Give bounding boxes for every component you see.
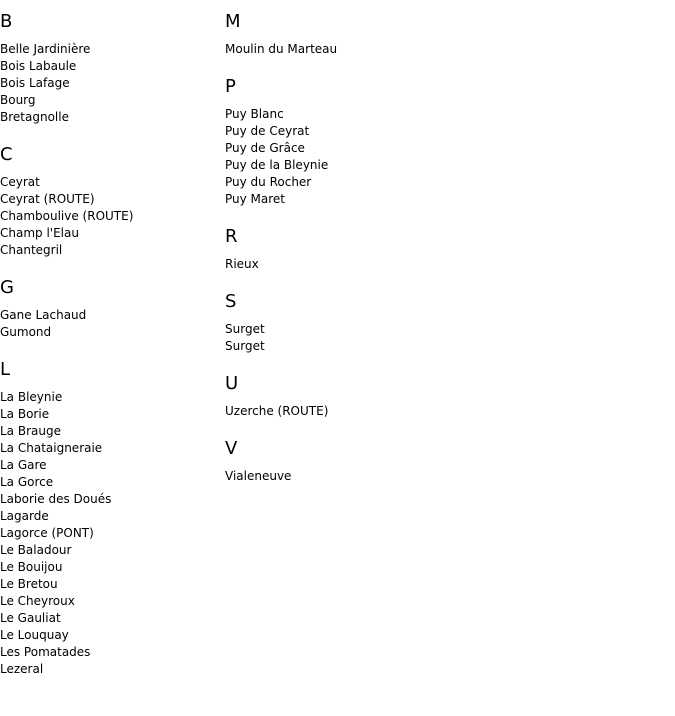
place-link[interactable]: Moulin du Marteau: [225, 42, 338, 56]
place-list: [0, 174, 220, 259]
place-link[interactable]: Ceyrat: [0, 175, 40, 189]
place-link[interactable]: Surget: [225, 322, 265, 336]
letter-heading: L: [0, 359, 11, 380]
place-link[interactable]: Champ l'Elau: [0, 226, 79, 240]
place-list: [225, 321, 445, 355]
place-link[interactable]: Bois Lafage: [0, 76, 70, 90]
place-link[interactable]: Chantegril: [0, 243, 63, 257]
place-link[interactable]: Puy de la Bleynie: [225, 158, 329, 172]
place-list: [225, 106, 445, 208]
place-link[interactable]: Le Bretou: [0, 577, 58, 591]
letter-group-s: [225, 291, 445, 355]
place-link[interactable]: Bourg: [0, 93, 36, 107]
place-list: [225, 468, 445, 485]
place-list: [0, 389, 220, 678]
letter-heading: P: [225, 76, 236, 97]
place-link[interactable]: Laborie des Doués: [0, 492, 112, 506]
place-list: [0, 307, 220, 341]
letter-heading: U: [225, 373, 239, 394]
place-link[interactable]: Lagorce (PONT): [0, 526, 94, 540]
letter-group-b: [0, 11, 220, 126]
letter-group-r: [225, 226, 445, 273]
place-list: [225, 403, 445, 420]
letter-heading: G: [0, 277, 14, 298]
letter-heading: C: [0, 144, 13, 165]
place-link[interactable]: Le Bouijou: [0, 560, 63, 574]
letter-heading: B: [0, 11, 13, 32]
letter-group-m: [225, 11, 445, 58]
place-link[interactable]: Surget: [225, 339, 265, 353]
letter-heading: V: [225, 438, 238, 459]
right-column: [225, 11, 445, 503]
place-link[interactable]: Lagarde: [0, 509, 49, 523]
letter-group-p: [225, 76, 445, 208]
place-link[interactable]: La Brauge: [0, 424, 61, 438]
letter-group-g: [0, 277, 220, 341]
place-link[interactable]: Les Pomatades: [0, 645, 91, 659]
place-link[interactable]: Le Cheyroux: [0, 594, 75, 608]
place-link[interactable]: Puy Maret: [225, 192, 286, 206]
place-list: [225, 256, 445, 273]
place-link[interactable]: Le Baladour: [0, 543, 72, 557]
place-link[interactable]: Bois Labaule: [0, 59, 77, 73]
place-link[interactable]: La Borie: [0, 407, 50, 421]
place-list: [225, 41, 445, 58]
place-link[interactable]: Puy de Grâce: [225, 141, 305, 155]
place-link[interactable]: Bretagnolle: [0, 110, 69, 124]
place-link[interactable]: Lezeral: [0, 662, 44, 676]
letter-heading: S: [225, 291, 237, 312]
letter-group-c: [0, 144, 220, 259]
place-link[interactable]: Ceyrat (ROUTE): [0, 192, 95, 206]
place-link[interactable]: Gane Lachaud: [0, 308, 87, 322]
place-link[interactable]: Puy Blanc: [225, 107, 284, 121]
letter-group-u: [225, 373, 445, 420]
place-link[interactable]: La Gorce: [0, 475, 54, 489]
place-link[interactable]: Vialeneuve: [225, 469, 292, 483]
place-list: [0, 41, 220, 126]
place-link[interactable]: Le Louquay: [0, 628, 69, 642]
letter-heading: M: [225, 11, 241, 32]
letter-group-v: [225, 438, 445, 485]
place-link[interactable]: Uzerche (ROUTE): [225, 404, 329, 418]
place-link[interactable]: La Bleynie: [0, 390, 63, 404]
place-link[interactable]: Belle Jardinière: [0, 42, 91, 56]
place-link[interactable]: Le Gauliat: [0, 611, 61, 625]
place-link[interactable]: Gumond: [0, 325, 52, 339]
left-column: [0, 11, 220, 696]
letter-heading: R: [225, 226, 238, 247]
place-link[interactable]: Puy du Rocher: [225, 175, 312, 189]
place-link[interactable]: Rieux: [225, 257, 259, 271]
place-link[interactable]: Chamboulive (ROUTE): [0, 209, 134, 223]
place-link[interactable]: La Gare: [0, 458, 47, 472]
place-link[interactable]: La Chataigneraie: [0, 441, 103, 455]
letter-group-l: [0, 359, 220, 678]
place-link[interactable]: Puy de Ceyrat: [225, 124, 310, 138]
